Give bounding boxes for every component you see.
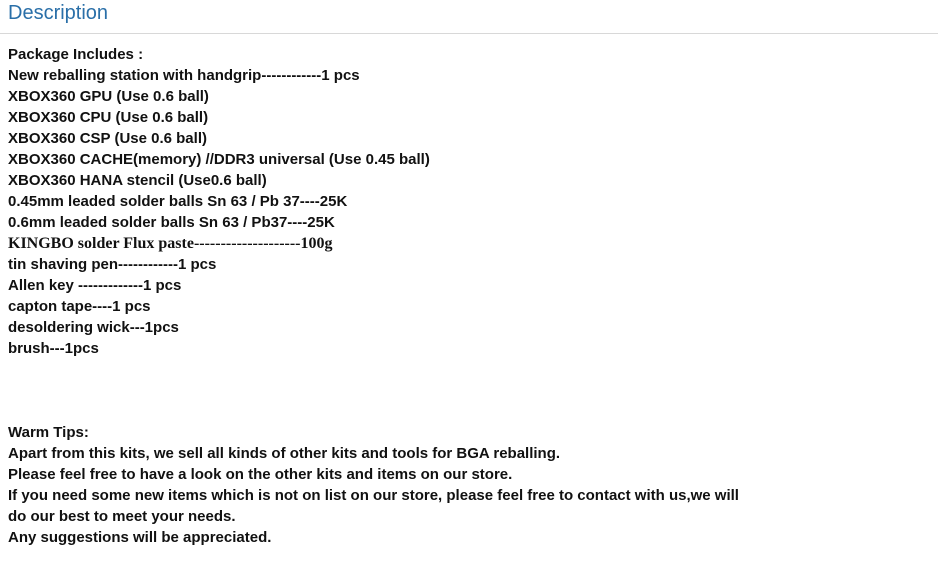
section-spacer xyxy=(8,359,928,422)
package-heading: Package Includes : xyxy=(8,46,144,63)
tips-line: If you need some new items which is not on list on our store, please feel free to contact with us,we will xyxy=(8,487,739,504)
description-header xyxy=(0,0,938,34)
package-item: desoldering wick---1pcs xyxy=(8,319,179,336)
package-item: Allen key -------------1 pcs xyxy=(8,277,182,294)
package-item: brush---1pcs xyxy=(8,340,99,357)
package-item: XBOX360 CSP (Use 0.6 ball) xyxy=(8,130,207,147)
package-item: XBOX360 GPU (Use 0.6 ball) xyxy=(8,88,209,105)
description-content xyxy=(8,44,928,548)
tips-line: Please feel free to have a look on the other kits and items on our store. xyxy=(8,466,513,483)
package-item: New reballing station with handgrip------------1 pcs xyxy=(8,67,360,84)
package-item: XBOX360 CPU (Use 0.6 ball) xyxy=(8,109,209,126)
tips-line: Any suggestions will be appreciated. xyxy=(8,529,272,546)
package-item: 0.6mm leaded solder balls Sn 63 / Pb37----25K xyxy=(8,214,335,231)
package-item: tin shaving pen------------1 pcs xyxy=(8,256,217,273)
package-item: capton tape----1 pcs xyxy=(8,298,151,315)
tips-line: Apart from this kits, we sell all kinds of other kits and tools for BGA reballing. xyxy=(8,445,561,462)
section-title: Description xyxy=(8,2,109,24)
tips-heading: Warm Tips: xyxy=(8,424,89,441)
tips-line: do our best to meet your needs. xyxy=(8,508,236,525)
package-item: XBOX360 CACHE(memory) //DDR3 universal (Use 0.45 ball) xyxy=(8,151,430,168)
package-item: KINGBO solder Flux paste--------------------100g xyxy=(8,235,333,252)
package-item: 0.45mm leaded solder balls Sn 63 / Pb 37----25K xyxy=(8,193,348,210)
package-item: XBOX360 HANA stencil (Use0.6 ball) xyxy=(8,172,267,189)
